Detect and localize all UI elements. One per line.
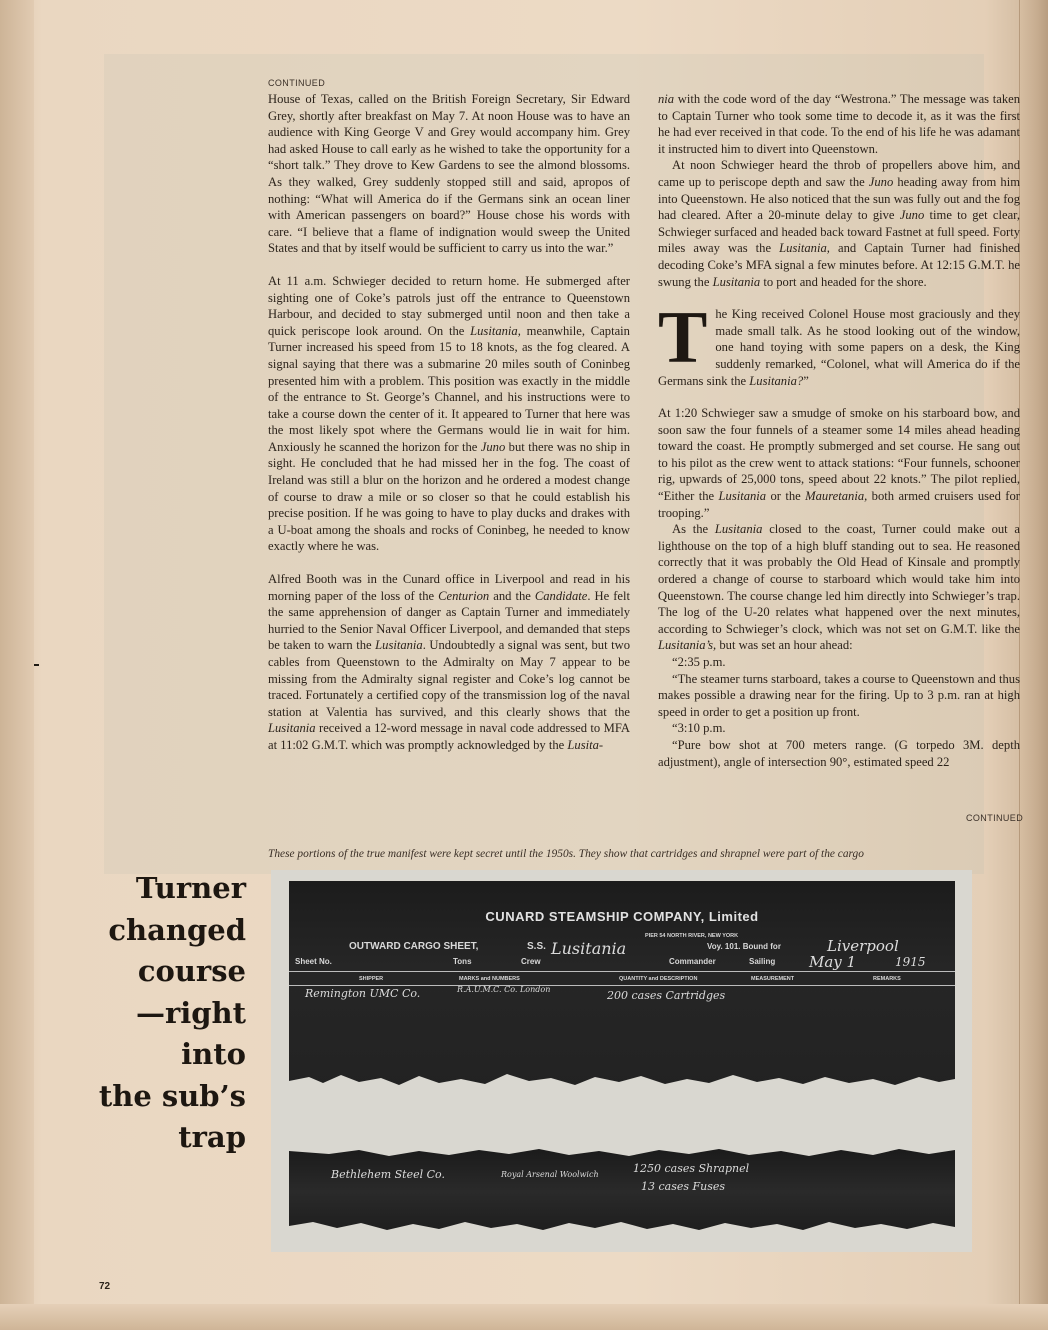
manifest-ship: Lusitania — [551, 939, 627, 958]
manifest-bound: Liverpool — [827, 937, 899, 955]
pull-headline — [80, 868, 246, 1159]
page-left-edge — [0, 0, 34, 1330]
manifest-rule — [289, 971, 955, 972]
paragraph: As the Lusitania closed to the coast, Turner could make out a lighthouse on the top of a high bluff standing out to sea. He reasoned correctly that it was probably the Old Head of Kinsale and promptly ordered a change of course to starboard which would take him into Queenstown. The course change led him directly into Schwieger’s trap. The log of the U-20 relates what happened over the next minutes, according to Schwieger’s clock, which was not set on G.M.T. like the Lusitania’s, but was set an hour ahead: — [658, 522, 1020, 653]
manifest-sheet-bottom — [289, 1146, 955, 1238]
headline-line: the sub’s — [98, 1078, 246, 1113]
paragraph: “Pure bow shot at 700 meters range. (G torpedo 3M. depth adjustment), angle of intersection 90°, estimated speed 22 — [658, 737, 1020, 769]
torn-edge — [289, 1218, 955, 1238]
text-column-right — [658, 91, 1020, 770]
manifest-year: 1915 — [895, 955, 926, 969]
page-bottom-edge — [0, 1304, 1048, 1330]
manifest-ss: S.S. — [527, 941, 546, 952]
manifest-row2-shipper: Bethlehem Steel Co. — [331, 1168, 445, 1181]
manifest-date: May 1 — [809, 953, 857, 971]
manifest-row3-qty: 13 cases Fuses — [641, 1180, 726, 1193]
manifest-row2-qty: 1250 cases Shrapnel — [633, 1162, 750, 1175]
manifest-company: CUNARD STEAMSHIP COMPANY, Limited — [485, 909, 759, 924]
page-number: 72 — [99, 1281, 111, 1292]
headline-line: changed — [108, 912, 246, 947]
paragraph: nia with the code word of the day “Westrona.” The message was taken to Captain Turner who took some time to decode it, as it was the first he had ever received in that code. To the end of his life he was adamant it instructed him to divert into Queenstown. — [658, 92, 1020, 156]
text-column-left — [268, 91, 630, 754]
torn-edge — [289, 1146, 955, 1160]
manifest-col-shipper: SHIPPER — [359, 976, 384, 982]
manifest-row2-marks: Royal Arsenal Woolwich — [501, 1170, 599, 1179]
paragraph: At 1:20 Schwieger saw a smudge of smoke on his starboard bow, and soon saw the four funnels of a steamer some 14 miles ahead heading toward the coast. He promptly submerged and set course. He sang out to his pilot as the crew went to attack stations: “Four funnels, schooner rig, upwards of 25,000 tons, speed about 22 knots.” The pilot replied, “Either the Lusitania or the Mauretania, both armed cruisers used for trooping.” — [658, 406, 1020, 520]
continued-label-top: CONTINUED — [268, 78, 326, 88]
paragraph-dropcap: The King received Colonel House most graciously and they made small talk. As he stood looking out of the window, one hand toying with some papers on a desk, the King suddenly remarked, “Colonel, what will America do if the Germans sink the Lusitania?” — [658, 297, 1020, 388]
paragraph: House of Texas, called on the British Foreign Secretary, Sir Edward Grey, shortly after breakfast on May 7. At noon House was to have an audience with King George V and Grey would accompany him. Grey had asked House to call early as he wished to take the opportunity for a “short talk.” They drove to Kew Gardens to see the almond blossoms. As they walked, Grey suddenly stopped still and said, apropos of nothing: “What will America do if the Germans sink an ocean liner with American passengers on board?” House chose his words with care. “I believe that a flame of indignation would sweep the United States and that by itself would be sufficient to carry us into the war.” — [268, 92, 630, 256]
manifest-sheet-no: Sheet No. — [295, 957, 332, 966]
headline-line: course — [137, 954, 246, 988]
manifest-sailing: Sailing — [749, 957, 776, 966]
manifest-col-qty: QUANTITY and DESCRIPTION — [619, 976, 698, 982]
manifest-sheet-top — [289, 881, 955, 1099]
manifest-col-meas: MEASUREMENT — [751, 976, 795, 982]
manifest-row1-marks: R.A.U.M.C. Co. London — [457, 985, 551, 994]
manifest-row1-qty: 200 cases Cartridges — [607, 989, 726, 1002]
manifest-col-remarks: REMARKS — [873, 976, 901, 982]
margin-mark — [34, 664, 39, 666]
manifest-voy: Voy. 101. Bound for — [707, 942, 781, 951]
continued-label-bottom: CONTINUED — [966, 813, 1024, 823]
manifest-col-marks: MARKS and NUMBERS — [459, 976, 520, 982]
torn-edge — [289, 1071, 955, 1099]
headline-line: Turner — [135, 871, 246, 905]
photo-caption: These portions of the true manifest were kept secret until the 1950s. They show that cartridges and shrapnel were part of the cargo — [268, 848, 864, 860]
paragraph: At noon Schwieger heard the throb of propellers above him, and came up to periscope depth and saw the Juno heading away from him into Queenstown. He also noticed that the sun was fully out and the fog had cleared. After a 20-minute delay to give Juno time to get clear, Schwieger surfaced and headed back toward Fastnet at full speed. Forty miles away was the Lusitania, and Captain Turner had finished decoding Coke’s MFA signal a few minutes before. At 12:15 G.M.T. he swung the Lusitania to port and headed for the shore. — [658, 158, 1021, 289]
manifest-commander: Commander — [669, 957, 716, 966]
drop-cap: T — [658, 297, 708, 380]
manifest-row1-shipper: Remington UMC Co. — [305, 987, 421, 1000]
manifest-tons: Tons — [453, 957, 472, 966]
paragraph: Alfred Booth was in the Cunard office in Liverpool and read in his morning paper of the loss of the Centurion and the Candidate. He felt the same apprehension of danger as Captain Turner and immediately hurried to the Senior Naval Officer Liverpool, and demanded that steps be taken to warn the Lusitania. Undoubtedly a signal was sent, but two cables from Queenstown to the Admiralty on May 7 appear to be missing from the Admiralty signal register and Coke’s log cannot be traced. Fortunately a certified copy of the transmission log of the naval station at Valentia has survived, and this clearly shows that the Lusitania received a 12-word message in naval code addressed to MFA at 11:02 G.M.T. which was promptly acknowledged by the Lusita- — [268, 572, 630, 752]
manifest-sheet: OUTWARD CARGO SHEET, — [349, 941, 479, 952]
headline-line: —right — [135, 995, 246, 1030]
headline-line: trap — [178, 1120, 246, 1154]
paragraph: At 11 a.m. Schwieger decided to return home. He submerged after sighting one of Coke’s patrols just off the entrance to Queenstown Harbour, and decided to stay submerged until noon and then take a quick periscope look around. On the Lusitania, meanwhile, Captain Turner increased his speed from 15 to 18 knots, as the fog cleared. A signal saying that there was a submarine 20 miles south of Coninbeg presented him with a problem. This position was exactly in the middle of the entrance to St. George’s Channel, and his instructions were to take a course down the center of it. It appeared to Turner that here was the most likely spot where the Germans would lie in wait for him. Anxiously he scanned the horizon for the Juno but there was no ship in sight. He concluded that he had missed her in the fog. The coast of Ireland was still a blur on the horizon and he ordered a modest change of course to draw a mile or so closer so that he could establish his precise position. If he was going to have to play ducks and drakes with a U-boat among the shoals and rocks of Coninbeg, he needed to know exactly where he was. — [268, 273, 631, 554]
manifest-pier: PIER 54 NORTH RIVER, NEW YORK — [645, 933, 739, 939]
headline-line: into — [181, 1037, 246, 1071]
paragraph: “The steamer turns starboard, takes a course to Queenstown and thus makes possible a drawing near for the firing. Up to 3 p.m. ran at high speed in order to get a position up front. — [658, 671, 1020, 719]
paragraph: “2:35 p.m. — [672, 655, 726, 669]
paragraph: “3:10 p.m. — [672, 721, 726, 736]
manifest-crew: Crew — [521, 957, 541, 966]
page-right-edge — [1019, 0, 1048, 1330]
manifest-rule — [289, 985, 955, 986]
